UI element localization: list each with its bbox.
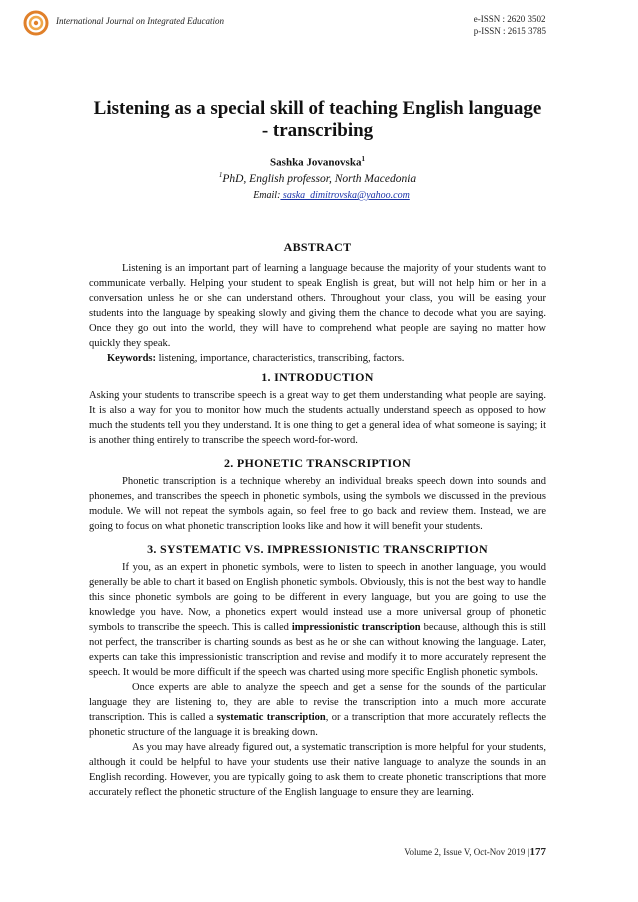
journal-name: International Journal on Integrated Education (56, 16, 224, 26)
section-2-heading: 2. PHONETIC TRANSCRIPTION (224, 456, 411, 470)
abstract-body (89, 261, 546, 366)
section-3-paragraph-3: As you may have already figured out, a systematic transcription is more helpful for your students, although it could be helpful to have your students use their native language to analyze the sounds in an English recording. However, you are typically going to ask them to create phonetic transcriptions that more accurately reflect the phonetic structure of the English language to ensure they are learning. (89, 742, 546, 798)
author-name: Sashka Jovanovska$^1$ (270, 155, 365, 169)
pissn: p-ISSN : 2615 3785 (473, 26, 546, 36)
paper-title: Listening as a special skill of teaching English language - transcribing (93, 98, 542, 141)
section-1-body (89, 388, 546, 448)
section-1-text: Asking your students to transcribe speech is a great way to get them understanding what people are saying. It is also a way for you to monitor how much the students actually understand speech as opposed to how much the students tell you they understand. It is one thing to get a general idea of what someone is saying; it is another thing entirely to transcribe the speech word-for-word. (89, 390, 546, 446)
eissn: e-ISSN : 2620 3502 (473, 14, 546, 24)
abstract-text: Listening is an important part of learning a language because the majority of your students want to communicate verbally. Helping your student to speak English is great, but will not help him or her in a conversation unless he or she can understand others. Throughout your class, you will be easing your students into the language by speaking slowly and giving them the chance to decode what you are saying. Once they go out into the world, they will have to comprehend what people are saying no matter how quickly they speak. (89, 263, 546, 349)
journal-logo-icon (23, 10, 49, 36)
page-footer: Volume 2, Issue V, Oct-Nov 2019 |177 (404, 846, 546, 858)
page-number: 177 (529, 846, 546, 858)
section-3-heading: 3. SYSTEMATIC VS. IMPRESSIONISTIC TRANSCRIPTION (147, 542, 488, 556)
keywords-line: Keywords: listening, importance, characteristics, transcribing, factors. (107, 353, 405, 364)
section-3-paragraph-1: If you, as an expert in phonetic symbols, were to listen to speech in another language, you would generally be able to chart it based on English phonetic symbols. Obviously, this is not the best way to handle this since phonetic symbols are going to be different in every language, but you are going to use the knowledge you have. Now, a phonetics expert would instead use a more universal group of phonetic symbols to transcribe the speech. This is called impressionistic transcription because, although this is still not perfect, the transcriber is charting sounds as best as he or she can without knowing the language. Later, experts can take this impressionistic transcription and revise and modify it to more accurately represent the speech. It would be more difficult if the speech was charted using more specific English phonetic symbols. (89, 562, 546, 678)
section-2-text: Phonetic transcription is a technique whereby an individual breaks speech down into sounds and phonemes, and transcribes the speech in phonetic symbols, using the symbols we discussed in the previous module. We will not repeat the symbols again, so feel free to go back and review them. Instead, we are going to focus on what phonetic transcription looks like and how it will benefit your students. (89, 476, 546, 532)
section-3-body (89, 560, 546, 800)
section-2-body (89, 474, 546, 534)
abstract-heading: ABSTRACT (283, 240, 352, 254)
section-3-paragraph-2: Once experts are able to analyze the speech and get a sense for the sounds of the particular language they are listening to, they are able to revise the transcription into a much more accurate transcription. This is called a systematic transcription, or a transcription that more accurately reflects the phonetic structure of the language it is breaking down. (89, 682, 547, 738)
section-1-heading: 1. INTRODUCTION (261, 370, 374, 384)
email-link[interactable]: saska_dimitrovska@yahoo.com (280, 190, 410, 201)
author-affiliation: $^1$PhD, English professor, North Macedonia (218, 171, 417, 185)
issn-block (474, 13, 546, 37)
author-email: Email: saska_dimitrovska@yahoo.com (253, 190, 410, 201)
